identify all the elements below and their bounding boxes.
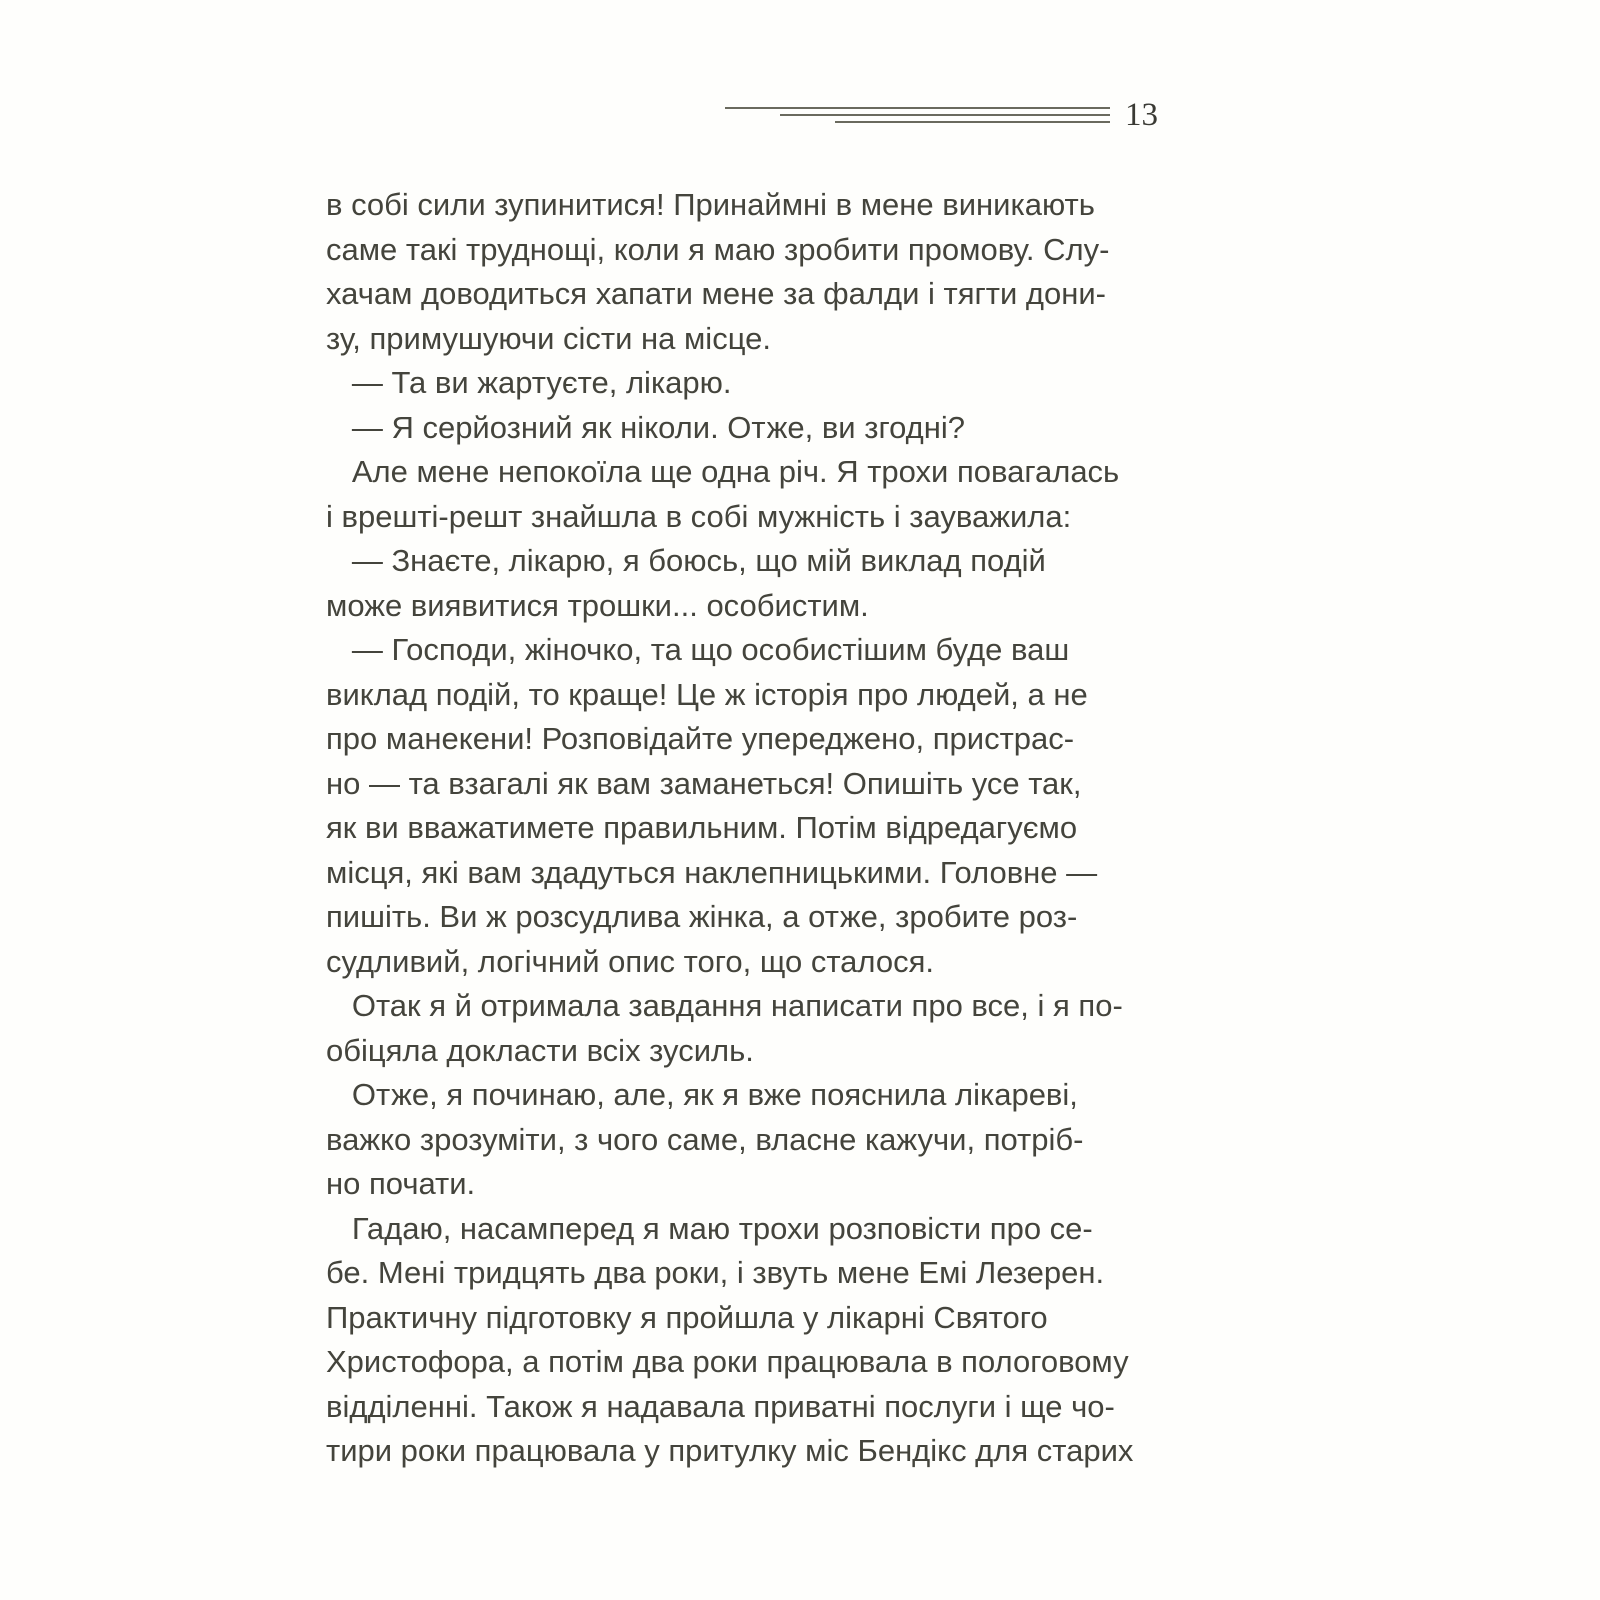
text-line: Гадаю, насамперед я маю трохи розповісти про се- bbox=[326, 1210, 1093, 1246]
text-line: Отак я й отримала завдання написати про все, і я по- bbox=[326, 988, 1123, 1023]
header-rule-bottom bbox=[835, 121, 1110, 123]
text-line: — Знаєте, лікарю, я боюсь, що мій виклад подій bbox=[326, 543, 1046, 578]
text-line: — Господи, жіночко, та що особистішим буде ваш bbox=[326, 632, 1070, 667]
text-line: Христофора, а потім два роки працювала в пологовому bbox=[326, 1344, 1129, 1379]
text-line: виклад подій, то краще! Це ж історія про людей, а не bbox=[326, 676, 1088, 712]
page-header bbox=[725, 95, 1165, 135]
text-line: Практичну підготовку я пройшла у лікарні Святого bbox=[326, 1299, 1048, 1335]
header-rule-middle bbox=[780, 114, 1110, 116]
text-line: хачам доводиться хапати мене за фалди і тягти дони- bbox=[326, 276, 1107, 311]
text-line: і врешті-решт знайшла в собі мужність і зауважила: bbox=[326, 498, 1072, 534]
text-line: важко зрозуміти, з чого саме, власне кажучи, потріб- bbox=[326, 1121, 1084, 1157]
text-line: судливий, логічний опис того, що сталося. bbox=[326, 943, 934, 979]
text-line: тири роки працювала у притулку міс Бендікс для старих bbox=[326, 1433, 1134, 1468]
body-text bbox=[326, 183, 1171, 1474]
text-line: пишіть. Ви ж розсудлива жінка, а отже, зробите роз- bbox=[326, 899, 1078, 934]
text-line: обіцяла докласти всіх зусиль. bbox=[326, 1032, 754, 1068]
text-line: про манекени! Розповідайте упереджено, пристрас- bbox=[326, 721, 1075, 756]
text-line: в собі сили зупинитися! Принаймні в мене виникають bbox=[326, 187, 1095, 222]
text-line: як ви вважатимете правильним. Потім відредагуємо bbox=[326, 810, 1078, 845]
text-line: — Я серйозний як ніколи. Отже, ви згодні? bbox=[326, 409, 965, 445]
text-line: бе. Мені тридцять два роки, і звуть мене Емі Лезерен. bbox=[326, 1255, 1105, 1290]
text-line: може виявитися трошки... особистим. bbox=[326, 587, 869, 623]
header-rule-top bbox=[725, 107, 1110, 109]
text-line: Отже, я починаю, але, як я вже пояснила лікареві, bbox=[326, 1077, 1078, 1112]
text-line: Але мене непокоїла ще одна річ. Я трохи повагалась bbox=[326, 454, 1120, 489]
text-line: но — та взагалі як вам заманеться! Опишіть усе так, bbox=[326, 765, 1082, 801]
text-line: саме такі труднощі, коли я маю зробити промову. Слу- bbox=[326, 231, 1110, 267]
text-line: місця, які вам здадуться наклепницькими. Головне — bbox=[326, 854, 1098, 890]
text-line: но почати. bbox=[326, 1166, 476, 1201]
text-line: відділенні. Також я надавала приватні послуги і ще чо- bbox=[326, 1388, 1115, 1424]
page-number: 13 bbox=[1125, 97, 1158, 133]
text-line: — Та ви жартуєте, лікарю. bbox=[326, 365, 732, 400]
text-line: зу, примушуючи сісти на місце. bbox=[326, 320, 771, 356]
